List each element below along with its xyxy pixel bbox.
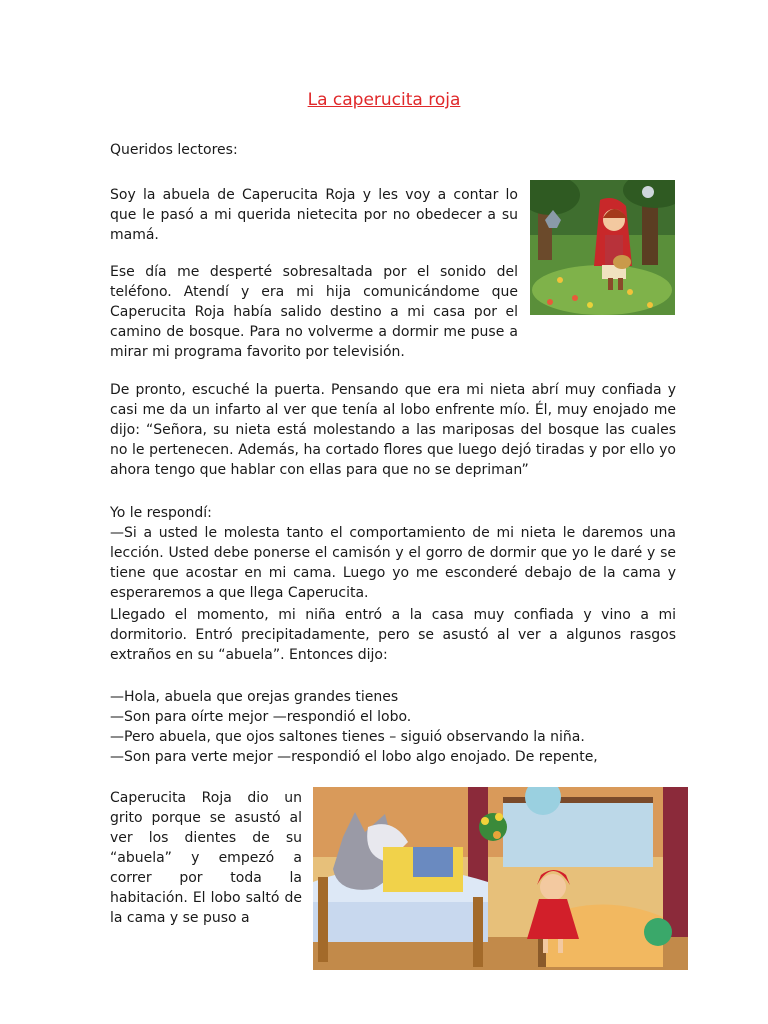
forest-illustration [530,180,675,315]
dialogue-line-2: —Son para oírte mejor —respondió el lobo. [110,709,412,725]
paragraph-6: Llegado el momento, mi niña entró a la casa muy confiada y vino a mi dormitorio. Entró precipitadamente, pero se asustó al ver a algunos rasgos extraños en su “abuela”. Entonces dijo: [110,607,676,663]
paragraph-5: —Si a usted le molesta tanto el comportamiento de mi nieta le daremos una lección. Usted debe ponerse el camisón y el gorro de dormir que yo le daré y se tiene que acostar en mi cama. Luego yo me esconderé debajo de la cama y esperaremos a que llega Caperucita. [110,525,676,601]
dialogue-line-4: —Son para verte mejor —respondió el lobo algo enojado. De repente, [110,749,598,765]
paragraph-3: De pronto, escuché la puerta. Pensando que era mi nieta abrí muy confiada y casi me da un infarto al ver que tenía al lobo enfrente mío. Él, muy enojado me dijo: “Señora, su nieta está molestando a las mariposas del bosque las cuales no le pertenecen. Además, ha cortado flores que luego dejó tiradas y por ello yo ahora tengo que hablar con ellas para que no se depriman” [110,382,676,478]
dialogue-line-1: —Hola, abuela que orejas grandes tienes [110,689,399,705]
dialogue-line-3: —Pero abuela, que ojos saltones tienes – siguió observando la niña. [110,729,585,745]
paragraph-2: Ese día me desperté sobresaltada por el sonido del teléfono. Atendí y era mi hija comunicándome que Caperucita Roja había salido destino a mi casa por el camino de bosque. Para no volverme a dormir me puse a mirar mi programa favorito por televisión. [110,264,518,360]
paragraph-7: Caperucita Roja dio un grito porque se asustó al ver los dientes de su “abuela” y empezó a correr por toda la habitación. El lobo saltó de la cama y se puso a [110,790,302,926]
page-title: La caperucita roja [307,90,461,110]
greeting: Queridos lectores: [110,142,238,158]
bedroom-illustration [313,787,688,970]
paragraph-4: Yo le respondí: [110,505,212,521]
paragraph-1: Soy la abuela de Caperucita Roja y les voy a contar lo que le pasó a mi querida nietecita por no obedecer a su mamá. [110,187,518,243]
